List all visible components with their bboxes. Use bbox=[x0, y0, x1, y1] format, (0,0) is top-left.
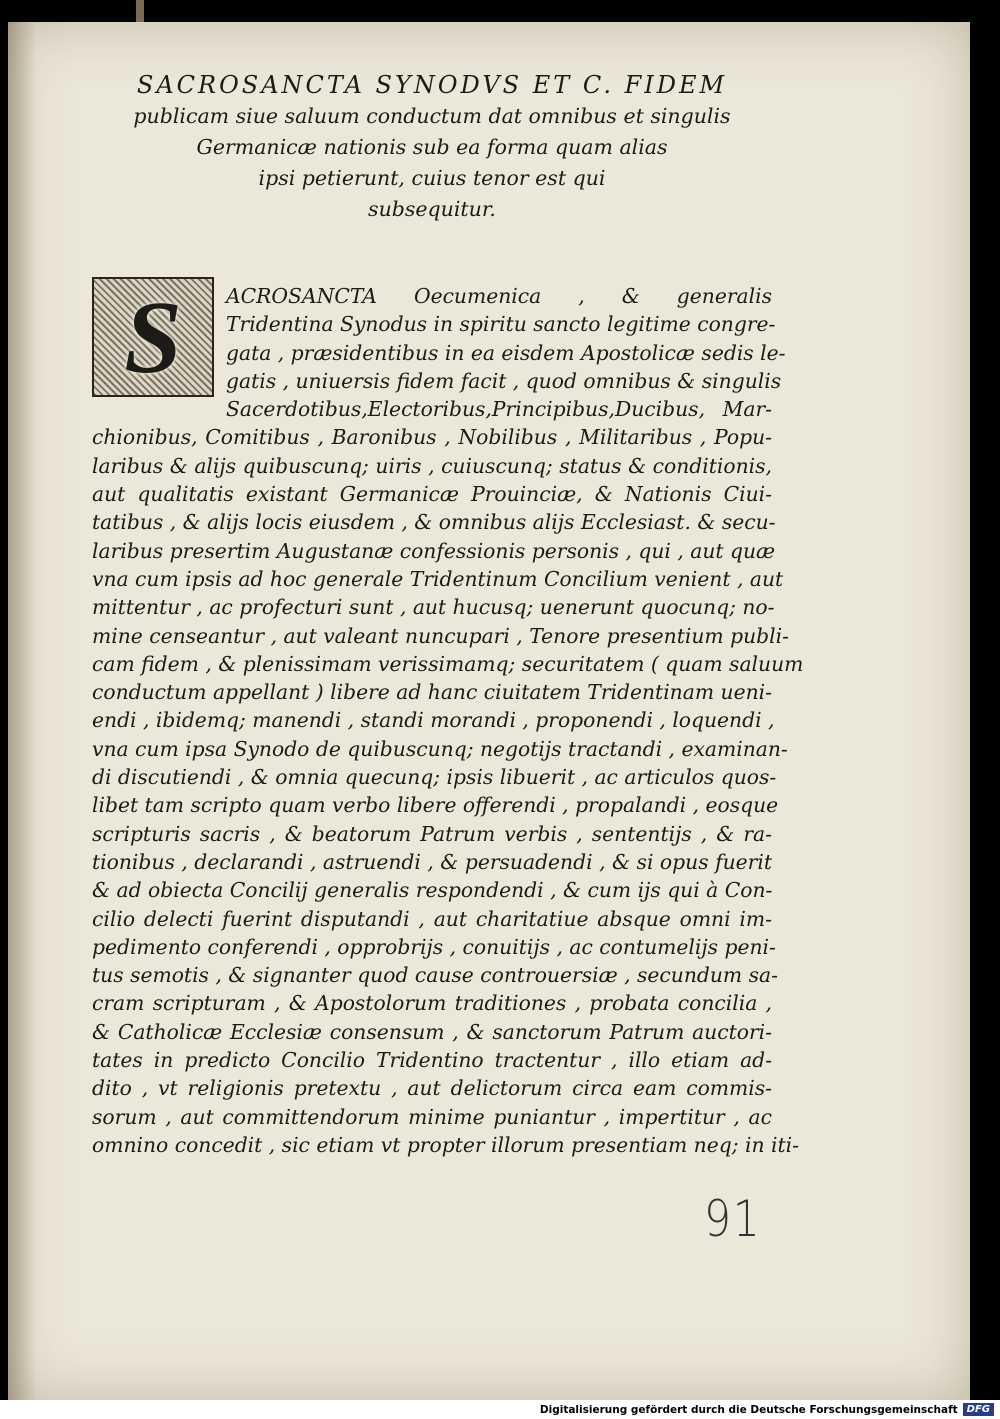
text-line: gata , præsidentibus in ea eisdem Apostolicæ sedis le- bbox=[226, 340, 786, 365]
text-line: & ad obiecta Concilij generalis respondendi , & cum ijs qui à Con- bbox=[92, 878, 773, 903]
digitization-footer bbox=[0, 1400, 1000, 1419]
text-line: conductum appellant ) libere ad hanc ciuitatem Tridentinam ueni- bbox=[92, 680, 772, 705]
text-line: scripturis sacris , & beatorum Patrum verbis , sententijs , & ra- bbox=[92, 821, 772, 846]
text-line: aut qualitatis existant Germanicæ Prouinciæ, & Nationis Ciui- bbox=[92, 482, 772, 507]
text-line: cram scripturam , & Apostolorum traditiones , probata concilia , bbox=[92, 991, 772, 1016]
handwritten-folio-number: 91 bbox=[704, 1190, 762, 1248]
text-line: & Catholicæ Ecclesiæ consensum , & sanctorum Patrum auctori- bbox=[92, 1019, 772, 1044]
text-line: tionibus , declarandi , astruendi , & persuadendi , & si opus fuerit bbox=[92, 849, 772, 874]
page-heading bbox=[92, 70, 772, 225]
funding-credit: Digitalisierung gefördert durch die Deutsche Forschungsgemeinschaft bbox=[539, 1403, 958, 1416]
text-line: vna cum ipsa Synodo de quibuscunq; negotijs tractandi , examinan- bbox=[92, 736, 788, 761]
body-text bbox=[92, 282, 804, 1159]
text-line: endi , ibidemq; manendi , standi morandi , proponendi , loquendi , bbox=[92, 708, 775, 733]
initial-letter: S bbox=[124, 279, 182, 395]
text-line: cam fidem , & plenissimam verissimamq; securitatem ( quam saluum bbox=[92, 651, 804, 676]
heading-line: ipsi petierunt, cuius tenor est qui bbox=[258, 166, 606, 190]
text-line: tatibus , & alijs locis eiusdem , & omnibus alijs Ecclesiast. & secu- bbox=[92, 510, 776, 535]
text-line: omnino concedit , sic etiam vt propter illorum presentiam neq; in iti- bbox=[92, 1132, 799, 1157]
text-line: tates in predicto Concilio Tridentino tractentur , illo etiam ad- bbox=[92, 1048, 772, 1073]
page-tab-mark bbox=[136, 0, 144, 22]
text-line: tus semotis , & signanter quod cause controuersiæ , secundum sa- bbox=[92, 963, 778, 988]
page-gutter-shadow bbox=[8, 22, 36, 1400]
text-line: pedimento conferendi , opprobrijs , conuitijs , ac contumelijs peni- bbox=[92, 934, 776, 959]
text-line: chionibus, Comitibus , Baronibus , Nobilibus , Militaribus , Popu- bbox=[92, 425, 772, 450]
text-line: laribus presertim Augustanæ confessionis personis , qui , aut quæ bbox=[92, 538, 776, 563]
text-line: mine censeantur , aut valeant nuncupari , Tenore presentium publi- bbox=[92, 623, 789, 648]
text-line: ACROSANCTA Oecumenica , & generalis bbox=[226, 284, 772, 308]
text-line: Tridentina Synodus in spiritu sancto legitime congre- bbox=[226, 312, 776, 337]
text-line: Sacerdotibus,Electoribus,Principibus,Ducibus, Mar- bbox=[226, 397, 772, 422]
text-line: laribus & alijs quibuscunq; uiris , cuiuscunq; status & conditionis, bbox=[92, 453, 772, 478]
text-line: sorum , aut committendorum minime puniantur , impertitur , ac bbox=[92, 1104, 772, 1129]
heading-line: Germanicæ nationis sub ea forma quam alias bbox=[196, 135, 668, 159]
text-line: cilio delecti fuerint disputandi , aut charitatiue absque omni im- bbox=[92, 906, 772, 931]
text-line: vna cum ipsis ad hoc generale Tridentinum Concilium venient , aut bbox=[92, 566, 784, 591]
dfg-logo-icon: DFG bbox=[963, 1403, 994, 1416]
text-line: libet tam scripto quam verbo libere offerendi , propalandi , eosque bbox=[92, 793, 779, 818]
text-line: dito , vt religionis pretextu , aut delictorum circa eam commis- bbox=[92, 1076, 772, 1101]
text-line: di discutiendi , & omnia quecunq; ipsis libuerit , ac articulos quos- bbox=[92, 765, 777, 790]
heading-line: subsequitur. bbox=[368, 197, 496, 221]
text-line: gatis , uniuersis fidem facit , quod omnibus & singulis bbox=[226, 368, 782, 393]
heading-line: SACROSANCTA SYNODVS ET C. FIDEM bbox=[136, 71, 728, 99]
text-line: mittentur , ac profecturi sunt , aut hucusq; uenerunt quocunq; no- bbox=[92, 595, 775, 620]
heading-line: publicam siue saluum conductum dat omnibus et singulis bbox=[133, 104, 731, 128]
